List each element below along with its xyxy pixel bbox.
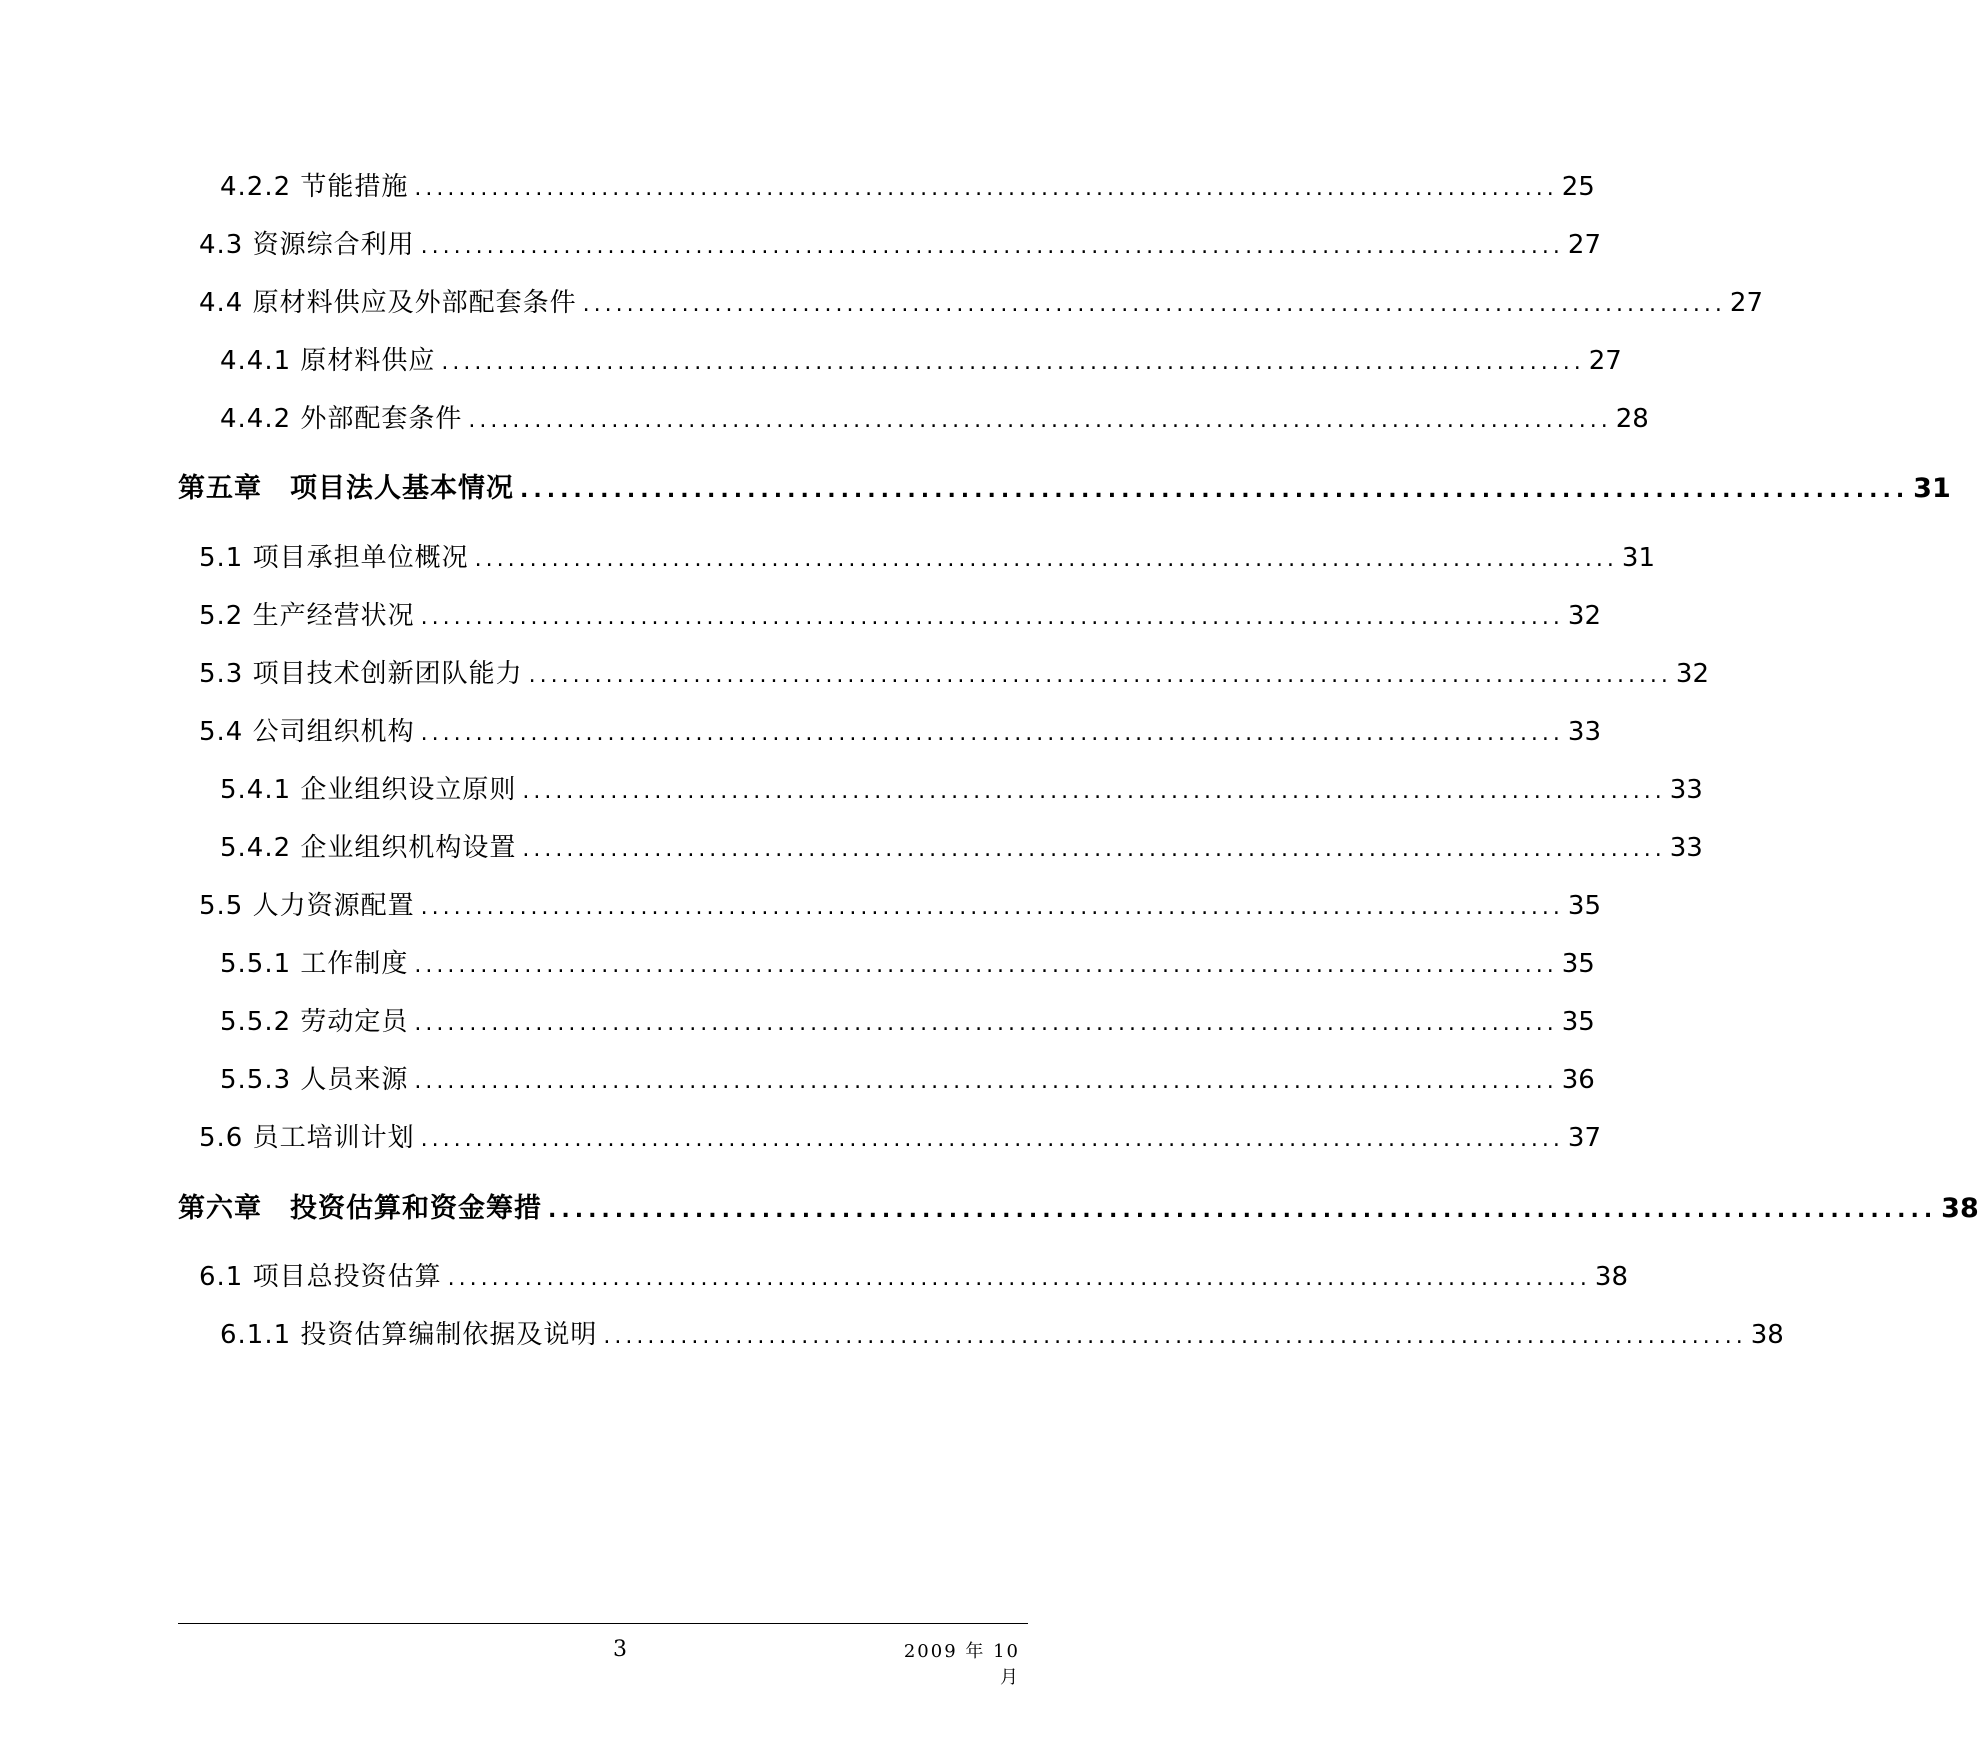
toc-entry-page: 25	[1561, 172, 1595, 202]
toc-entry-page: 31	[1621, 543, 1656, 573]
toc-entry[interactable]	[220, 402, 1649, 438]
toc-entry-title: 6.1 项目总投资估算	[199, 1262, 442, 1292]
toc-entry[interactable]	[220, 947, 1595, 983]
toc-chapter-title: 第五章 项目法人基本情况	[178, 473, 514, 504]
dot-leader: ........................................................................................................	[420, 721, 1564, 746]
toc-entry-title: 4.3 资源综合利用	[199, 230, 415, 260]
toc-entry-title: 6.1.1 投资估算编制依据及说明	[220, 1320, 598, 1350]
footer-divider	[178, 1623, 1028, 1624]
dot-leader: ........................................................................................................	[420, 234, 1564, 259]
toc-entry[interactable]	[199, 599, 1602, 635]
dot-leader: ........................................................................................................	[603, 1324, 1747, 1349]
toc-entry-page: 27	[1729, 288, 1764, 318]
toc-entry[interactable]	[220, 1005, 1595, 1041]
toc-entry-page: 27	[1588, 346, 1622, 376]
toc-entry-page: 32	[1567, 601, 1602, 631]
dot-leader: ........................................................................................................	[414, 1069, 1558, 1094]
toc-entry[interactable]	[220, 170, 1595, 206]
dot-leader: ........................................................................................................	[441, 350, 1585, 375]
footer-date: 2009 年 10 月	[903, 1641, 1020, 1688]
toc-entry[interactable]	[199, 715, 1602, 751]
toc-entry[interactable]	[199, 1121, 1602, 1157]
toc-entry-page: 33	[1669, 775, 1703, 805]
toc-entry-title: 4.4.2 外部配套条件	[220, 404, 463, 434]
toc-entry-title: 5.3 项目技术创新团队能力	[199, 659, 523, 689]
toc-entry[interactable]	[199, 541, 1656, 577]
toc-entry[interactable]	[199, 889, 1602, 925]
dot-leader: ........................................................................................................	[420, 1127, 1564, 1152]
toc-entry[interactable]	[199, 657, 1710, 693]
dot-leader: ........................................................................................................	[582, 292, 1726, 317]
dot-leader: ........................................................................................................	[528, 663, 1672, 688]
toc-chapter-entry[interactable]	[178, 472, 1951, 508]
dot-leader: ........................................................................................................	[420, 895, 1564, 920]
dot-leader: ........................................................................................................	[548, 1198, 1938, 1223]
toc-entry-title: 4.4 原材料供应及外部配套条件	[199, 288, 577, 318]
toc-entry-page: 35	[1561, 1007, 1595, 1037]
dot-leader: ........................................................................................................	[420, 605, 1564, 630]
toc-entry[interactable]	[199, 228, 1602, 264]
toc-entry-title: 5.4.1 企业组织设立原则	[220, 775, 517, 805]
toc-entry-title: 5.6 员工培训计划	[199, 1123, 415, 1153]
toc-entry-title: 5.5.2 劳动定员	[220, 1007, 409, 1037]
toc-entry-title: 5.1 项目承担单位概况	[199, 543, 469, 573]
toc-entry[interactable]	[220, 1318, 1784, 1354]
dot-leader: ........................................................................................................	[447, 1266, 1591, 1291]
toc-entry-page: 37	[1567, 1123, 1602, 1153]
dot-leader: ........................................................................................................	[414, 1011, 1558, 1036]
toc-entry-page: 28	[1615, 404, 1649, 434]
toc-entry-title: 5.5.1 工作制度	[220, 949, 409, 979]
toc-entry-page: 33	[1669, 833, 1703, 863]
toc-chapter-entry[interactable]	[178, 1192, 1979, 1228]
dot-leader: ........................................................................................................	[522, 837, 1666, 862]
toc-entry-title: 5.5 人力资源配置	[199, 891, 415, 921]
toc-entry-page: 31	[1913, 473, 1951, 504]
toc-entry-page: 35	[1561, 949, 1595, 979]
toc-entry-page: 38	[1750, 1320, 1784, 1350]
toc-entry-title: 5.5.3 人员来源	[220, 1065, 409, 1095]
dot-leader: ........................................................................................................	[468, 408, 1612, 433]
toc-entry-title: 4.4.1 原材料供应	[220, 346, 436, 376]
toc-entry-page: 35	[1567, 891, 1602, 921]
toc-entry[interactable]	[199, 286, 1764, 322]
toc-entry-page: 36	[1561, 1065, 1595, 1095]
toc-entry[interactable]	[220, 1063, 1595, 1099]
toc-entry[interactable]	[220, 831, 1703, 867]
toc-entry-page: 38	[1594, 1262, 1629, 1292]
toc-entry-page: 38	[1941, 1193, 1979, 1224]
toc-entry[interactable]	[220, 344, 1622, 380]
toc-entry[interactable]	[199, 1260, 1629, 1296]
toc-entry-title: 5.4 公司组织机构	[199, 717, 415, 747]
toc-entry-title: 5.4.2 企业组织机构设置	[220, 833, 517, 863]
page-number: 3	[613, 1637, 627, 1662]
toc-entry-page: 33	[1567, 717, 1602, 747]
toc-entry-title: 5.2 生产经营状况	[199, 601, 415, 631]
dot-leader: ........................................................................................................	[414, 953, 1558, 978]
dot-leader: ........................................................................................................	[414, 176, 1558, 201]
dot-leader: ........................................................................................................	[474, 547, 1618, 572]
dot-leader: ........................................................................................................	[522, 779, 1666, 804]
toc-entry-page: 32	[1675, 659, 1710, 689]
dot-leader: ........................................................................................................	[520, 478, 1910, 503]
toc-chapter-title: 第六章 投资估算和资金筹措	[178, 1193, 542, 1224]
toc-entry[interactable]	[220, 773, 1703, 809]
toc-entry-page: 27	[1567, 230, 1602, 260]
toc-entry-title: 4.2.2 节能措施	[220, 172, 409, 202]
